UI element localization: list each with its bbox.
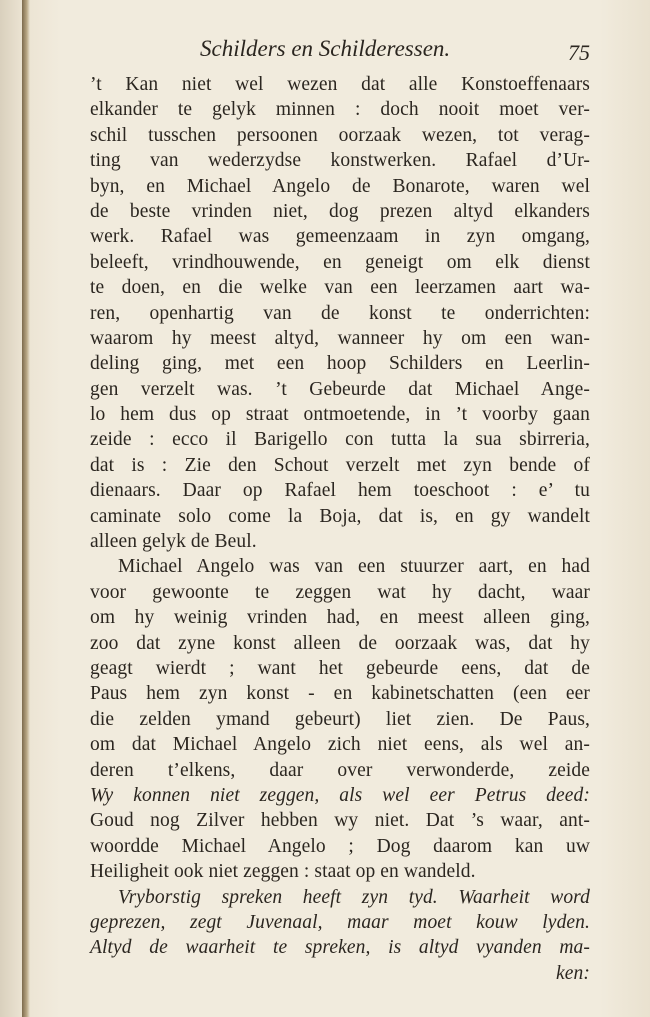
running-head: Schilders en Schilderessen. xyxy=(200,36,451,61)
page-number: 75 xyxy=(568,40,590,65)
text-line: lo hem dus op straat ontmoetende, in ’t voorby gaan xyxy=(90,404,590,426)
body-text xyxy=(90,72,590,986)
text-line: ren, openhartig van de konst te onderrichten: xyxy=(90,302,590,324)
text-line: schil tusschen persoonen oorzaak wezen, tot verag- xyxy=(90,124,590,146)
text-line: beleeft, vrindhouwende, en geneigt om elk dienst xyxy=(90,251,590,273)
text-line: waarom hy meest altyd, wanneer hy om een wan- xyxy=(90,327,590,349)
text-line: om hy weinig vrinden had, en meest alleen ging, xyxy=(90,607,590,629)
text-line: Altyd de waarheit te spreken, is altyd vyanden ma- xyxy=(90,937,590,959)
text-line: die zelden ymand gebeurt) liet zien. De Paus, xyxy=(90,708,590,730)
text-line: zeide : ecco il Barigello con tutta la sua sbirreria, xyxy=(90,429,590,451)
text-line: te doen, en die welke van een leerzamen aart wa- xyxy=(90,277,590,299)
text-line: werk. Rafael was gemeenzaam in zyn omgang, xyxy=(90,226,590,248)
text-line: Paus hem zyn konst - en kabinetschatten (een eer xyxy=(90,683,590,705)
text-line: Vryborstig spreken heeft zyn tyd. Waarheit word xyxy=(118,886,590,908)
text-line: Wy konnen niet zeggen, als wel eer Petrus deed: xyxy=(90,784,590,806)
text-line: Heiligheit ook niet zeggen : staat op en wandeld. xyxy=(90,861,476,883)
text-line: Goud nog Zilver hebben wy niet. Dat ’s waar, ant- xyxy=(90,810,590,832)
text-line: ting van wederzydse konstwerken. Rafael d’Ur- xyxy=(90,150,590,172)
text-line: gen verzelt was. ’t Gebeurde dat Michael Ange- xyxy=(90,378,590,400)
text-line: ken: xyxy=(556,962,590,984)
text-line: om dat Michael Angelo zich niet eens, als wel an- xyxy=(90,734,590,756)
text-line: ’t Kan niet wel wezen dat alle Konstoeffenaars xyxy=(90,74,590,95)
text-line: dat is : Zie den Schout verzelt met zyn bende of xyxy=(90,454,590,476)
text-line: voor gewoonte te zeggen wat hy dacht, waar xyxy=(90,581,590,603)
text-line: dienaars. Daar op Rafael hem toeschoot : e’ tu xyxy=(90,480,590,502)
text-line: geprezen, zegt Juvenaal, maar moet kouw lyden. xyxy=(90,911,590,933)
text-line: alleen gelyk de Beul. xyxy=(90,531,257,553)
text-line: Michael Angelo was van een stuurzer aart, en had xyxy=(118,556,590,578)
text-line: deling ging, met een hoop Schilders en Leerlin- xyxy=(90,353,590,375)
text-line: geagt wierdt ; want het gebeurde eens, dat de xyxy=(90,657,590,679)
text-line: byn, en Michael Angelo de Bonarote, waren wel xyxy=(90,175,590,197)
book-gutter xyxy=(22,0,30,1017)
text-line: elkander te gelyk minnen : doch nooit moet ver- xyxy=(90,99,590,121)
text-line: de beste vrinden niet, dog prezen altyd elkanders xyxy=(90,200,590,222)
page-header xyxy=(90,36,590,70)
text-line: zoo dat zyne konst alleen de oorzaak was, dat hy xyxy=(90,632,590,654)
text-line: caminate solo come la Boja, dat is, en gy wandelt xyxy=(90,505,590,527)
text-line: deren t’elkens, daar over verwonderde, zeide xyxy=(90,759,590,781)
text-line: woordde Michael Angelo ; Dog daarom kan uw xyxy=(90,835,590,857)
